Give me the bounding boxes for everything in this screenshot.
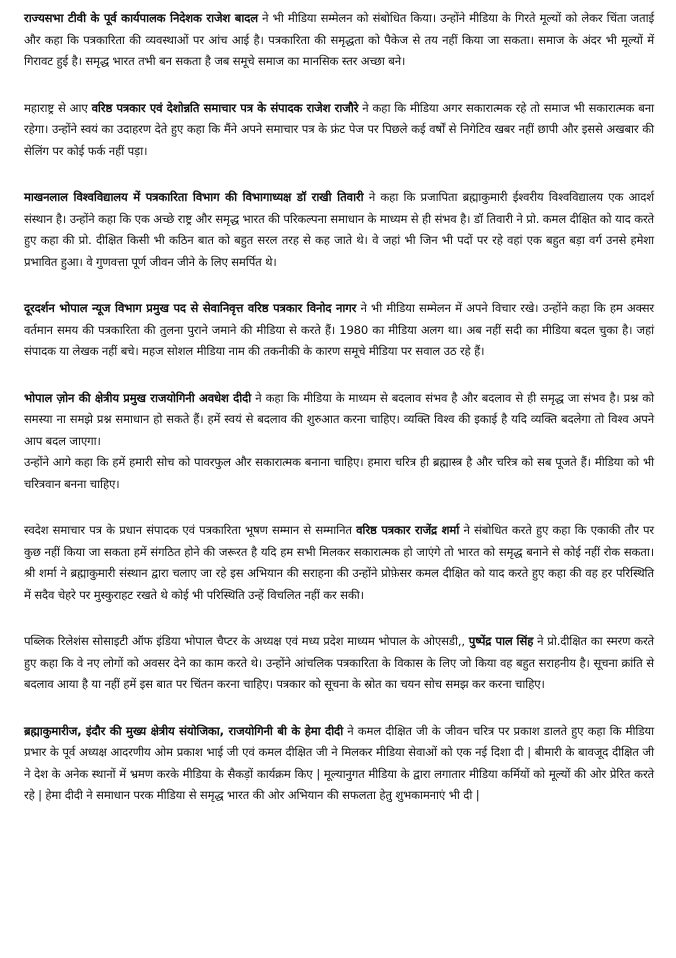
text-line: ने भी मीडिया सम्मेलन में अपने विचार — [356, 301, 516, 315]
text-line: प्रकाश डालते हुए कहा कि मीडिया प्रभार के पूर्व अध्यक्ष आदरणीय ओम प्रकाश भाई जी एवं कमल दीक्षित जी ने मिलकर — [24, 723, 654, 759]
bold-lead: सिंह — [516, 634, 534, 648]
text-line: जीवन जीने के लिए समर्पित थे। — [149, 254, 277, 269]
text-line: कार्यक्रम किए | मूल्यानुगत मीडिया के द्वारा लगातार मीडिया कर्मियों को मूल्यों की ओर प्रेरित करते रहे | हेमा दीदी ने समाधान — [24, 766, 654, 802]
text-line: महाराष्ट्र से आए — [24, 100, 92, 115]
text-line: रखे। उन्होंने कहा कि हम अक्सर वर्तमान समय की पत्रकारिता की तुलना पुराने जमाने की मीडिया से करते हैं। 1980 का मीडिया — [24, 301, 654, 337]
text-line: विकास के लिए जो किया वह बहुत सराहनीय है। सूचना क्रांति से बदलाव आया है या नहीं हमें इस बात पर चिंतन करना चाहिए। — [24, 655, 654, 691]
paragraph-rajendra-sharma — [24, 520, 654, 606]
text-line: कई वर्षों से निगेटिव खबर नहीं छापी और इससे अखबार की सेलिंग पर कोई फर्क नहीं पड़ा। — [24, 122, 654, 158]
text-line: से ही समृद्ध जा संभव है। प्रश्न को समस्या ना समझे प्रश्न समाधान हो सकते हैं। हमें स्वयं से बदलाव की शुरुआत करना चाहिए। — [24, 390, 654, 426]
text-line: ने कहा कि प्रजापिता ब्रह्माकुमारी — [363, 190, 508, 204]
text-line: सरल तरह से कह जाते थे। वे जहां भी जिन भी पदों पर रहे वहां एक बहुत बड़ा वर्ग उनसे हमेशा प्रभावित हुआ। वे गुणवत्ता पूर्ण — [24, 233, 654, 269]
text-line: ने कमल दीक्षित जी के जीवन चरित्र पर — [343, 723, 510, 738]
bold-lead: पुष्पेंद्र पाल — [468, 634, 513, 648]
text-line: मानसिक स्तर अच्छा बने। — [302, 54, 406, 68]
paragraph-pushpendra-pal-singh — [24, 631, 654, 696]
text-line: उन्होंने आगे कहा कि हमें हमारी सोच को पावरफुल और सकारात्मक बनाना चाहिए। हमारा चरित्र ही ब्रह्मास्त्र है और चरित्र को — [24, 455, 534, 469]
text-line: स्वदेश समाचार पत्र के प्रधान संपादक एवं पत्रकारिता भूषण सम्मान से सम्मानित — [24, 523, 357, 537]
bold-lead: माखनलाल विश्वविद्यालय में पत्रकारिता विभाग की विभागाध्यक्ष डॉ राखी तिवारी — [24, 190, 364, 204]
bold-lead: दूरदर्शन भोपाल न्यूज विभाग प्रमुख पद से सेवानिवृत्त वरिष्ठ पत्रकार विनोद नागर — [24, 301, 357, 315]
text-line: ने कहा कि मीडिया के माध्यम से बदलाव संभव है और बदलाव — [251, 390, 512, 405]
paragraph-rajesh-rajore — [24, 98, 654, 163]
paragraph-awadhesh-didi — [24, 388, 654, 496]
text-line: ने कहा कि मीडिया अगर सकारात्मक — [358, 100, 512, 115]
paragraph-rakhi-tiwari — [24, 187, 654, 273]
text-line: जाएंगे तो भारत को समृद्ध बनाने से कोई नहीं रोक सकता। श्री शर्मा ने ब्रह्माकुमारी संस्थान द्वारा चलाए जा रहे इस अभियान की — [24, 544, 655, 580]
text-line: हुए कहा कि एकाकी तौर पर कुछ नहीं किया जा सकता हमें संगठित होने की जरूरत है यदि हम सभी मिलकर सकारात्मक हो — [24, 523, 655, 559]
bold-lead: ब्रह्माकुमारीज, इंदौर की मुख्य क्षेत्रीय संयोजिका, राजयोगिनी बी के हेमा दीदी — [24, 723, 344, 738]
text-line: गिरते मूल्यों को लेकर चिंता जताई और कहा कि पत्रकारिता की व्यवस्थाओं पर आंच आई है। पत्रकारिता की समृद्धता को पैकेज — [24, 11, 655, 47]
text-line: रहे तो समाज भी सकारात्मक बना रहेगा। उन्होंने स्वयं का उदाहरण देते हुए कहा कि मैंने अपने समाचार पत्र के फ्रंट पेज पर पिछले — [24, 100, 654, 136]
text-line: ईश्वरीय विश्वविद्यालय एक आदर्श संस्थान है। उन्होंने कहा कि एक अच्छे राष्ट्र और समृद्ध भारत की परिकल्पना समाधान के — [24, 190, 654, 226]
text-line: ने प्रो.दीक्षित का स्मरण करते हुए कहा कि वे नए लोगों को अवसर देने का काम करते थे। उन्होंने आंचलिक पत्रकारिता के — [24, 634, 655, 670]
text-line: ने संबोधित करते — [459, 523, 532, 537]
text-line: कोई भी परिस्थिति उन्हें विचलित नहीं कर सकी। — [171, 587, 364, 602]
bold-lead: वरिष्ठ पत्रकार राजेंद्र शर्मा — [356, 523, 460, 537]
text-line: ने भी मीडिया सम्मेलन को संबोधित किया। उन्होंने मीडिया के — [257, 11, 511, 25]
text-line: सराहना की उन्होंने प्रोफ़ेसर कमल दीक्षित को याद करते हुए कहा की वह हर परिस्थिति में सदैव चेहरे पर मुस्कुराहट रखते थे — [24, 566, 654, 602]
bold-lead: वरिष्ठ पत्रकार एवं देशोन्नति समाचार पत्र के संपादक राजेश राजौरे — [91, 100, 359, 115]
text-line: पत्रकार को सूचना के स्रोत का चयन सोच समझ कर करना चाहिए। — [276, 677, 545, 691]
text-line: व्यक्ति विश्व की इकाई है यदि व्यक्ति बदलेगा तो विश्व अपने आप बदल जाएगा। — [24, 412, 654, 448]
paragraph-hema-didi — [24, 721, 654, 807]
text-line: के कारण समूचे मीडिया पर सवाल उठ रहे हैं। — [303, 344, 485, 358]
bold-lead: भोपाल ज़ोन की क्षेत्रीय प्रमुख राजयोगिनी अवधेश दीदी — [24, 390, 252, 405]
text-line: से तय नहीं किया जा सकता। समाज के अंदर भी मूल्यों में गिरावट हुई है। समृद्ध भारत तभी बन सकता है जब समूचे समाज का — [24, 32, 655, 68]
text-line: माध्यम से ही संभव है। डॉ तिवारी ने प्रो. कमल दीक्षित को याद करते हुए कहा की प्रो. दीक्षित किसी भी कठिन बात को बहुत — [24, 211, 654, 247]
text-line: मीडिया सेवाओं को एक नई दिशा दी | बीमारी के बावजूद दीक्षित जी ने देश के अनेक स्थानों में भ्रमण करके मीडिया के सैकड़ों — [24, 745, 654, 781]
text-line: सब पूजते हैं। मीडिया को भी चरित्रवान बनना चाहिए। — [24, 455, 654, 491]
text-line: पब्लिक रिलेशंस सोसाइटी ऑफ इंडिया भोपाल चैप्टर के अध्यक्ष एवं मध्य प्रदेश माध्यम भोपाल के ओएसडी,, — [24, 634, 469, 648]
text-line: परक मीडिया से समृद्ध भारत की ओर अभियान की सफलता हेतु शुभकामनाएं भी दी | — [133, 788, 480, 802]
paragraph-rajesh-badal — [24, 8, 654, 73]
bold-lead: राज्यसभा टीवी के पूर्व कार्यपालक निदेशक राजेश बादल — [24, 11, 258, 25]
paragraph-vinod-nagar — [24, 298, 654, 363]
text-line: अलग था। अब नहीं सदी का मीडिया बदल चुका है। जहां संपादक या लेखक नहीं बचे। महज सोशल मीडिया नाम की तकनीकी — [24, 322, 654, 358]
